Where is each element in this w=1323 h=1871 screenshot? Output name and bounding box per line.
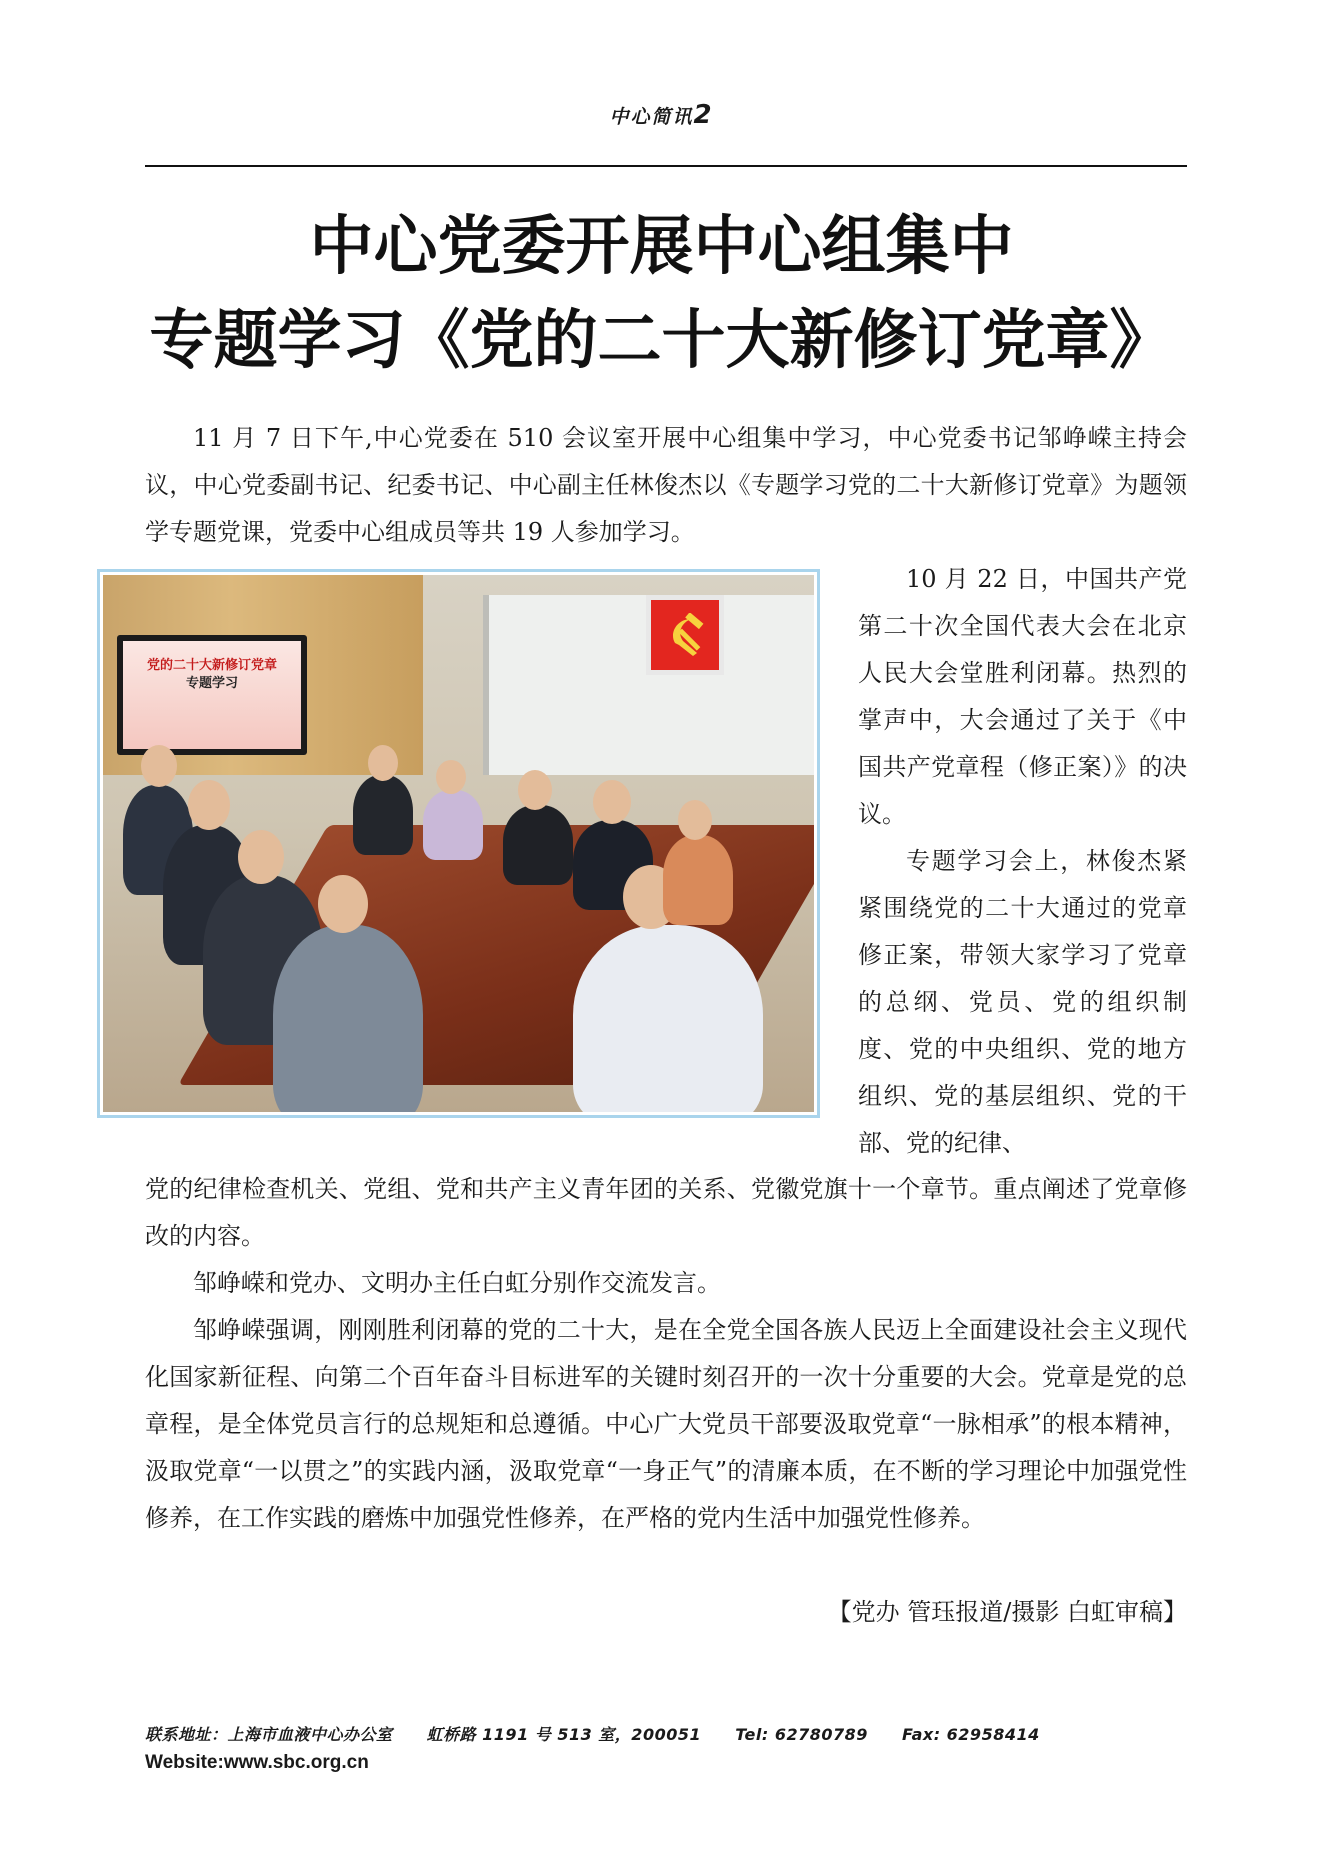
contact-footer <box>145 1722 1068 1745</box>
contact-tel: Tel: 62780789 <box>735 1725 868 1744</box>
paragraph-speakers: 邹峥嵘和党办、文明办主任白虹分别作交流发言。 <box>193 1269 721 1297</box>
newsletter-header <box>0 100 1323 130</box>
party-flag <box>646 595 724 675</box>
paragraph-intro: 11 月 7 日下午,中心党委在 510 会议室开展中心组集中学习，中心党委书记邹峥嵘主持会议，中心党委副书记、纪委书记、中心副主任林俊杰以《专题学习党的二十大新修订党章》为题领学专题党课，党委中心组成员等共 19 人参加学习。 <box>145 424 1187 546</box>
website-link[interactable]: Website:www.sbc.org.cn <box>145 1752 369 1773</box>
header-divider <box>145 165 1187 167</box>
newsletter-name: 中心简讯 <box>609 106 694 128</box>
title-line-2: 专题学习《党的二十大新修订党章》 <box>149 304 1174 378</box>
presentation-screen <box>117 635 307 755</box>
paragraph-emphasis: 邹峥嵘强调，刚刚胜利闭幕的党的二十大，是在全党全国各族人民迈上全面建设社会主义现代化国家新征程、向第二个百年奋斗目标进军的关键时刻召开的一次十分重要的大会。党章是党的总章程，是全体党员言行的总规矩和总遵循。中心广大党员干部要汲取党章“一脉相承”的根本精神，汲取党章“一以贯之”的实践内涵，汲取党章“一身正气”的清廉本质，在不断的学习理论中加强党性修养，在工作实践的磨炼中加强党性修养，在严格的党内生活中加强党性修养。 <box>145 1316 1187 1532</box>
screen-subtitle: 专题学习 <box>185 676 238 691</box>
screen-title: 党的二十大新修订党章 <box>146 658 277 673</box>
paragraph-study-part2: 党的纪律检查机关、党组、党和共产主义青年团的关系、党徽党旗十一个章节。重点阐述了党章修改的内容。 <box>145 1175 1187 1250</box>
title-line-1: 中心党委开展中心组集中 <box>309 210 1014 284</box>
paragraph-congress: 10 月 22 日，中国共产党第二十次全国代表大会在北京人民大会堂胜利闭幕。热烈的掌声中，大会通过了关于《中国共产党章程（修正案）》的决议。 <box>858 565 1187 828</box>
article-title <box>120 200 1203 388</box>
meeting-photo <box>97 569 820 1118</box>
paragraph-study-part1: 专题学习会上，林俊杰紧紧围绕党的二十大通过的党章修正案，带领大家学习了党章的总纲、党员、党的组织制度、党的中央组织、党的地方组织、党的基层组织、党的干部、党的纪律、 <box>858 847 1187 1157</box>
article-credit: 【党办 管珏报道/摄影 白虹审稿】 <box>827 1598 1187 1626</box>
contact-street: 虹桥路 1191 号 513 室，200051 <box>426 1725 702 1744</box>
contact-fax: Fax: 62958414 <box>901 1725 1040 1744</box>
hammer-sickle-icon <box>667 613 707 657</box>
contact-address: 联系地址：上海市血液中心办公室 <box>145 1725 393 1744</box>
issue-number: 2 <box>693 100 714 130</box>
